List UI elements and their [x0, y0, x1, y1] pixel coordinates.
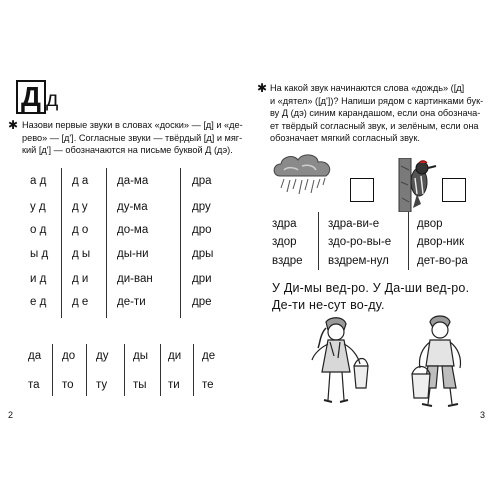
star-icon: ✱ — [257, 81, 268, 95]
syllable-cell: а д — [30, 175, 47, 187]
syllable-cell: дру — [192, 201, 211, 213]
syllable-cell: ду — [96, 350, 109, 362]
rain-cloud-picture — [272, 152, 336, 198]
word-cell: здор — [272, 236, 297, 248]
column-divider — [408, 212, 409, 270]
syllable-cell: д е — [72, 296, 89, 308]
column-divider — [193, 344, 194, 396]
syllable-cell: о д — [30, 224, 47, 236]
syllable-cell: дри — [192, 273, 212, 285]
syllable-cell: дре — [192, 296, 212, 308]
word-cell: двор-ник — [417, 236, 465, 248]
girl-with-bucket-illustration — [300, 316, 380, 412]
syllable-cell: ди — [168, 350, 182, 362]
syllable-cell: да-ма — [117, 175, 149, 187]
left-task-line: кий [д'] — обозначаются на письме буквой Д (дэ). — [22, 145, 233, 155]
left-task-text — [22, 119, 243, 157]
answer-box[interactable] — [350, 178, 374, 202]
left-task-line: Назови первые звуки в словах «доски» — [д] и «де- — [22, 120, 243, 130]
star-icon: ✱ — [8, 118, 19, 132]
answer-box[interactable] — [442, 178, 466, 202]
column-divider — [318, 212, 319, 270]
page-number-left: 2 — [8, 410, 14, 420]
word-cell: здо-ро-вы-е — [328, 236, 392, 248]
column-divider — [52, 344, 53, 396]
right-task-line: На какой звук начинаются слова «дождь» ([д] — [270, 83, 465, 93]
page-number-right: 3 — [480, 410, 486, 420]
column-divider — [106, 168, 107, 318]
column-divider — [124, 344, 125, 396]
column-divider — [160, 344, 161, 396]
syllable-cell: та — [28, 379, 40, 391]
column-divider — [180, 168, 181, 318]
letter-lowercase: д — [46, 88, 59, 111]
letter-card-uppercase: Д — [16, 80, 46, 114]
reading-sentence: Де-ти не-сут во-ду. — [272, 298, 385, 312]
syllable-cell: и д — [30, 273, 47, 285]
woodpecker-picture — [395, 158, 437, 212]
word-cell: вздре — [272, 255, 303, 267]
syllable-cell: е д — [30, 296, 47, 308]
syllable-cell: ди-ван — [117, 273, 153, 285]
word-cell: дет-во-ра — [417, 255, 468, 267]
syllable-cell: ты — [133, 379, 147, 391]
syllable-cell: дры — [192, 248, 214, 260]
syllable-cell: д о — [72, 224, 89, 236]
boy-with-bucket-illustration — [400, 314, 484, 414]
right-task-text — [270, 82, 483, 145]
syllable-cell: дра — [192, 175, 212, 187]
syllable-cell: ы д — [30, 248, 49, 260]
syllable-cell: д а — [72, 175, 89, 187]
syllable-cell: то — [62, 379, 74, 391]
reading-sentence: У Ди-мы вед-ро. У Да-ши вед-ро. — [272, 281, 470, 295]
syllable-cell: те — [202, 379, 214, 391]
syllable-cell: до — [62, 350, 76, 362]
word-cell: здра — [272, 218, 297, 230]
syllable-cell: у д — [30, 201, 46, 213]
syllable-cell: ды — [133, 350, 148, 362]
word-cell: здра-ви-е — [328, 218, 380, 230]
syllable-cell: д у — [72, 201, 88, 213]
syllable-cell: де-ти — [117, 296, 146, 308]
syllable-cell: д ы — [72, 248, 91, 260]
syllable-cell: дро — [192, 224, 212, 236]
column-divider — [86, 344, 87, 396]
left-task-line: рево» — [д']. Согласные звуки — твёрдый [д] и мяг- — [22, 132, 243, 143]
syllable-cell: ту — [96, 379, 108, 391]
word-cell: вздрем-нул — [328, 255, 389, 267]
syllable-cell: да — [28, 350, 42, 362]
syllable-cell: ти — [168, 379, 180, 391]
right-task-line: ет твёрдый согласный звук, и зелёным, если она — [270, 120, 479, 131]
word-cell: двор — [417, 218, 443, 230]
right-task-line: ву Д (дэ) синим карандашом, если она обознача- — [270, 108, 481, 118]
syllable-cell: до-ма — [117, 224, 149, 236]
syllable-cell: д и — [72, 273, 89, 285]
syllable-cell: ды-ни — [117, 248, 149, 260]
syllable-cell: ду-ма — [117, 201, 148, 213]
column-divider — [61, 168, 62, 318]
right-task-line: и «дятел» ([д'])? Напиши рядом с картинками бук- — [270, 95, 484, 106]
syllable-cell: де — [202, 350, 216, 362]
right-task-line: обозначает мягкий согласный звук. — [270, 133, 420, 143]
